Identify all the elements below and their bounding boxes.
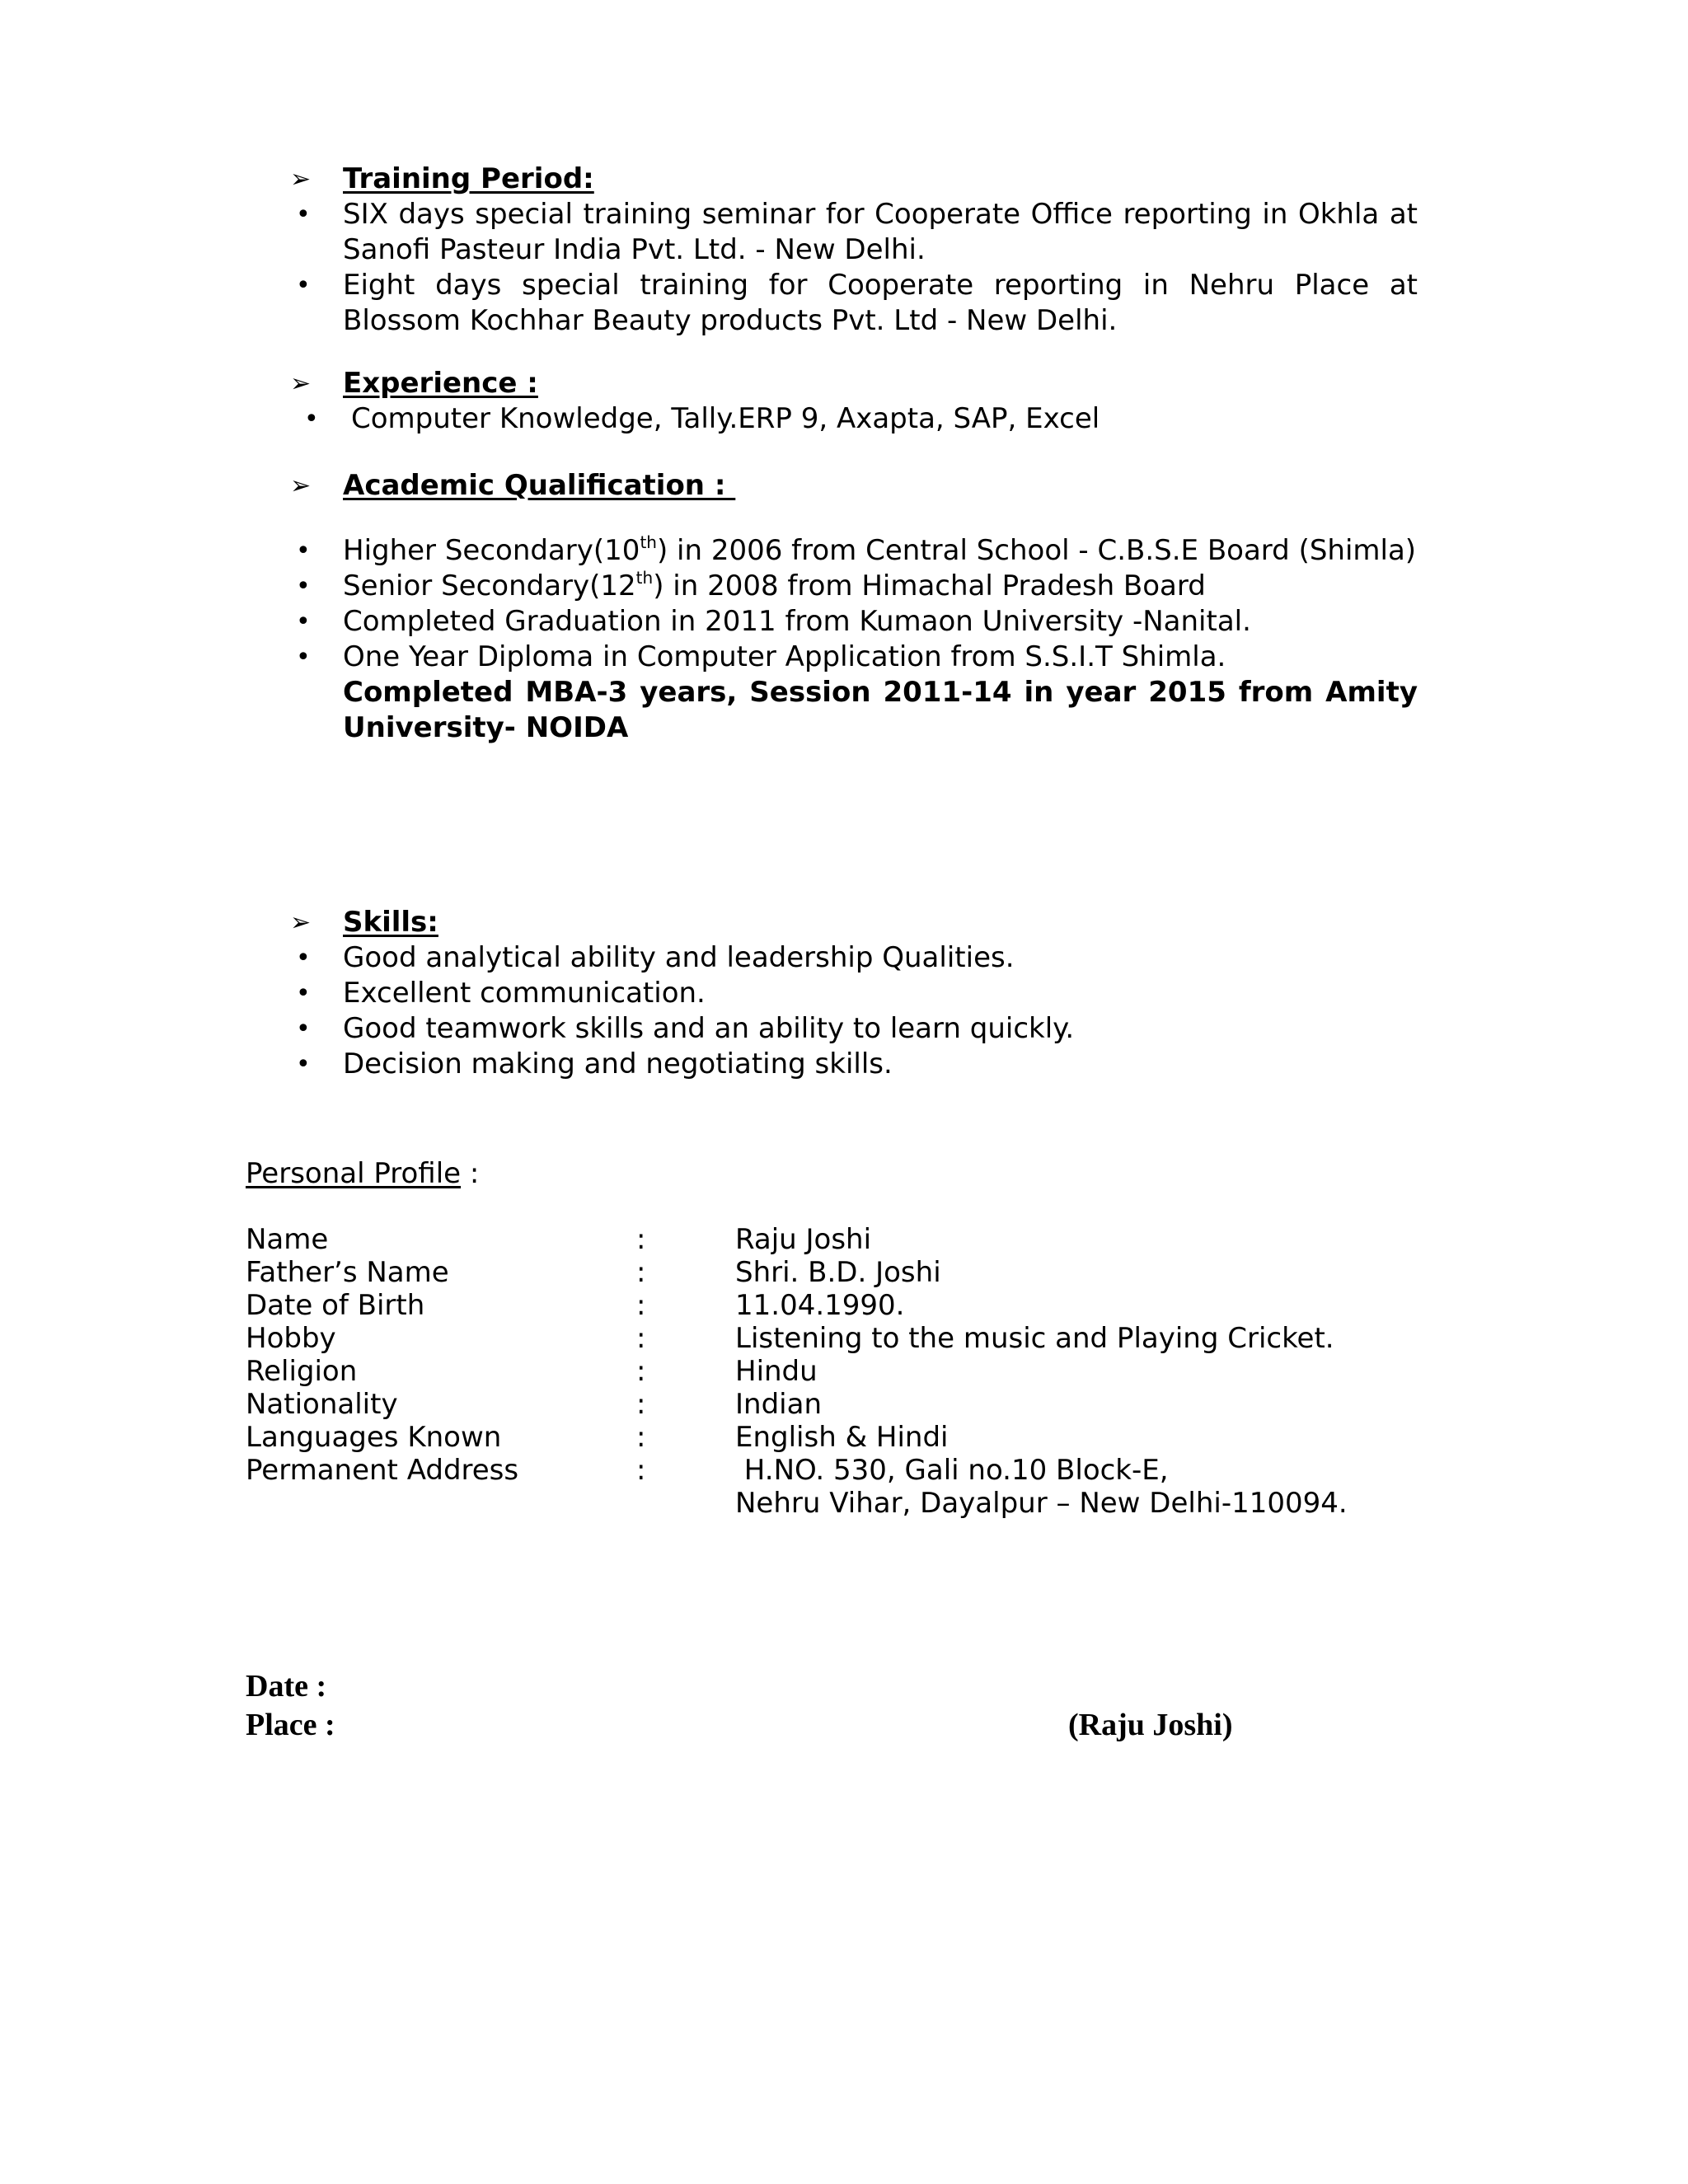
experience-list	[297, 401, 1418, 437]
list-item: • Computer Knowledge, Tally.ERP 9, Axapta, SAP, Excel	[304, 402, 1100, 435]
academic-section	[290, 468, 1418, 746]
profile-row: Languages Known : English & Hindi	[246, 1421, 949, 1454]
list-item: • Eight days special training for Cooperate reporting in Nehru Place at Blossom Kochhar Beauty products Pvt. Ltd - New Delhi.	[296, 269, 1418, 337]
arrow-bullet-icon: ➢	[290, 471, 312, 500]
arrow-bullet-icon: ➢	[290, 369, 312, 398]
bullet-icon: •	[296, 537, 311, 565]
mba-qualification: Completed MBA-3 years, Session 2011-14 in year 2015 from Amity University- NOIDA	[343, 676, 1418, 744]
profile-row: Date of Birth : 11.04.1990.	[246, 1289, 905, 1322]
bullet-icon: •	[296, 572, 311, 601]
bullet-icon: •	[296, 271, 311, 300]
arrow-bullet-icon: ➢	[290, 908, 312, 937]
training-list	[297, 197, 1418, 339]
list-item: • Higher Secondary(10th) in 2006 from Central School - C.B.S.E Board (Shimla)	[296, 532, 1417, 567]
date-label: Date :	[246, 1669, 327, 1704]
training-section	[290, 162, 1418, 339]
profile-row: Father’s Name : Shri. B.D. Joshi	[246, 1256, 941, 1289]
experience-heading-text: Experience :	[343, 367, 538, 400]
training-heading-text: Training Period:	[343, 162, 594, 195]
bullet-icon: •	[296, 944, 311, 972]
experience-section	[290, 366, 1418, 437]
list-item: • Good teamwork skills and an ability to learn quickly.	[296, 1012, 1075, 1045]
skills-heading	[290, 905, 1418, 940]
list-item: • SIX days special training seminar for Cooperate Office reporting in Okhla at Sanofi Pasteur India Pvt. Ltd. - New Delhi.	[296, 198, 1418, 266]
academic-list	[297, 533, 1418, 675]
place-label: Place :	[246, 1708, 335, 1742]
bullet-icon: •	[304, 405, 319, 434]
skills-heading-text: Skills:	[343, 906, 438, 939]
academic-heading	[290, 468, 1418, 504]
bullet-icon: •	[296, 1015, 311, 1043]
list-item: • Completed Graduation in 2011 from Kumaon University -Nanital.	[296, 605, 1251, 638]
profile-row: Nehru Vihar, Dayalpur – New Delhi-110094.	[735, 1487, 1348, 1520]
profile-row: Name : Raju Joshi	[246, 1223, 872, 1256]
list-item: • Good analytical ability and leadership Qualities.	[296, 941, 1015, 974]
bullet-icon: •	[296, 607, 311, 636]
academic-heading-text: Academic Qualification :	[343, 469, 736, 502]
training-heading	[290, 162, 1418, 197]
skills-section	[290, 905, 1418, 1082]
signature-name: (Raju Joshi)	[1068, 1708, 1233, 1742]
bullet-icon: •	[296, 1050, 311, 1079]
personal-profile-title: Personal Profile :	[246, 1157, 480, 1190]
list-item: • Senior Secondary(12th) in 2008 from Himachal Pradesh Board	[296, 568, 1206, 602]
list-item: • One Year Diploma in Computer Application from S.S.I.T Shimla.	[296, 640, 1226, 673]
bullet-icon: •	[296, 200, 311, 229]
bullet-icon: •	[296, 979, 311, 1008]
bullet-icon: •	[296, 643, 311, 672]
experience-heading	[290, 366, 1418, 401]
profile-row: Religion : Hindu	[246, 1355, 818, 1388]
personal-profile-table	[246, 1222, 1482, 1519]
profile-row: Hobby : Listening to the music and Playing Cricket.	[246, 1322, 1334, 1355]
list-item: • Excellent communication.	[296, 977, 706, 1010]
arrow-bullet-icon: ➢	[290, 165, 312, 194]
profile-row: Nationality : Indian	[246, 1388, 822, 1421]
skills-list	[297, 940, 1418, 1082]
list-item: • Decision making and negotiating skills.	[296, 1047, 893, 1080]
profile-row: Permanent Address : H.NO. 530, Gali no.10 Block-E,	[246, 1454, 1169, 1487]
